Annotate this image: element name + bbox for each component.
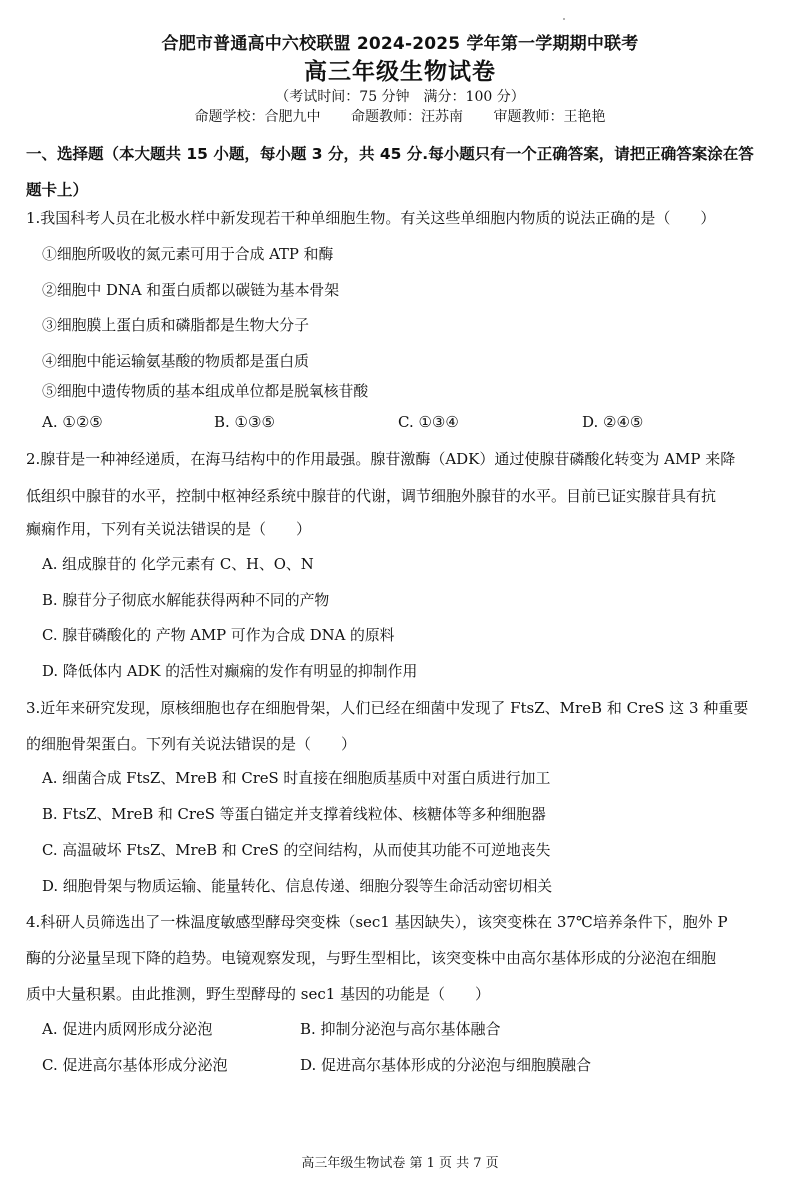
q2-stem: 癫痫作用，下列有关说法错误的是（ ） [26,520,312,538]
q4-stem: 酶的分泌量呈现下降的趋势。电镜观察发现，与野生型相比，该突变株中由高尔基体形成的分泌泡在细胞 [26,949,717,967]
q3-stem: 的细胞骨架蛋白。下列有关说法错误的是（ ） [26,735,357,753]
q1-option-b: B. ①③⑤ [214,413,275,431]
q4-option-b: B. 抑制分泌泡与高尔基体融合 [300,1020,501,1038]
school-label: 命题学校：合肥九中 [194,109,321,125]
q4-stem: 质中大量积累。由此推测，野生型酵母的 sec1 基因的功能是（ ） [26,985,491,1003]
q2-option-c: C. 腺苷磷酸化的 产物 AMP 可作为合成 DNA 的原料 [42,627,395,644]
q2-option-b: B. 腺苷分子彻底水解能获得两种不同的产物 [42,592,330,609]
q2-stem: 2.腺苷是一种神经递质，在海马结构中的作用最强。腺苷激酶（ADK）通过使腺苷磷酸化转变为 AMP 来降 [26,450,736,468]
q3-option-d: D. 细胞骨架与物质运输、能量转化、信息传递、细胞分裂等生命活动密切相关 [42,878,553,895]
q1-option-a: A. ①②⑤ [42,413,103,431]
q4-option-a: A. 促进内质网形成分泌泡 [42,1020,213,1038]
q2-option-d: D. 降低体内 ADK 的活性对癫痫的发作有明显的抑制作用 [42,663,418,680]
exam-header: 合肥市普通高中六校联盟 2024-2025 学年第一学期期中联考 [161,34,639,54]
q1-item: ⑤细胞中遗传物质的基本组成单位都是脱氧核苷酸 [42,383,369,400]
q2-stem: 低组织中腺苷的水平，控制中枢神经系统中腺苷的代谢，调节细胞外腺苷的水平。目前已证实腺苷具有抗 [26,487,717,505]
reviewer-label: 审题教师：王艳艳 [493,109,606,125]
q1-item: ①细胞所吸收的氮元素可用于合成 ATP 和酶 [42,246,334,263]
page-footer: 高三年级生物试卷 第 1 页 共 7 页 [301,1156,499,1171]
q4-option-c: C. 促进高尔基体形成分泌泡 [42,1056,228,1074]
q1-item: ②细胞中 DNA 和蛋白质都以碳链为基本骨架 [42,282,340,299]
q3-option-b: B. FtsZ、MreB 和 CreS 等蛋白锚定并支撑着线粒体、核糖体等多种细胞器 [42,806,546,823]
q1-option-c: C. ①③④ [398,413,459,431]
exam-info: （考试时间：75 分钟 满分：100 分） [275,89,525,105]
scan-dot [563,18,565,20]
q4-stem: 4.科研人员筛选出了一株温度敏感型酵母突变株（sec1 基因缺失），该突变株在 37℃培养条件下，胞外 P [26,913,728,931]
q4-option-d: D. 促进高尔基体形成的分泌泡与细胞膜融合 [300,1056,592,1074]
setter-label: 命题教师：汪苏南 [351,109,463,125]
section-title: 一、选择题（本大题共 15 小题，每小题 3 分，共 45 分.每小题只有一个正确答案，请把正确答案涂在答 题卡上） [26,145,754,199]
q1-option-d: D. ②④⑤ [582,413,644,431]
q1-stem: 1.我国科考人员在北极水样中新发现若干种单细胞生物。有关这些单细胞内物质的说法正确的是（ ） [26,209,716,227]
q1-item: ③细胞膜上蛋白质和磷脂都是生物大分子 [42,317,309,334]
q1-item: ④细胞中能运输氨基酸的物质都是蛋白质 [42,353,309,370]
q3-option-c: C. 高温破坏 FtsZ、MreB 和 CreS 的空间结构，从而使其功能不可逆地丧失 [42,842,551,859]
q3-stem: 3.近年来研究发现，原核细胞也存在细胞骨架，人们已经在细菌中发现了 FtsZ、MreB 和 CreS 这 3 种重要 [26,699,749,717]
exam-credits [0,108,800,126]
page-title: 高三年级生物试卷 [304,59,496,85]
q2-option-a: A. 组成腺苷的 化学元素有 C、H、O、N [42,556,314,573]
q3-option-a: A. 细菌合成 FtsZ、MreB 和 CreS 时直接在细胞质基质中对蛋白质进行加工 [42,770,551,787]
